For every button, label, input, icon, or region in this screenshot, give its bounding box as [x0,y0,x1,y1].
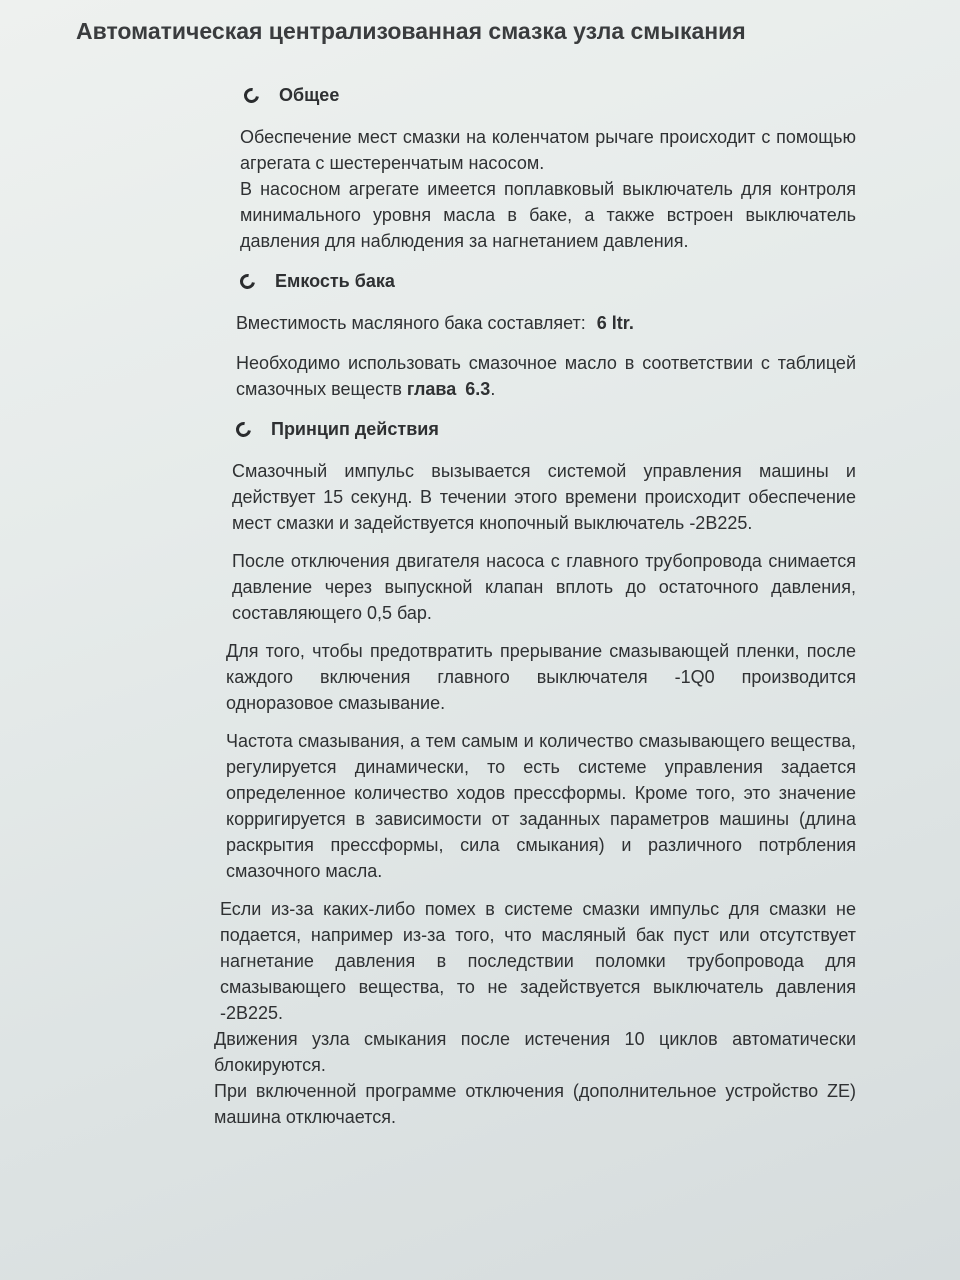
page-title: Автоматическая централизованная смазка узла смыкания [76,18,746,44]
paragraph: Обеспечение мест смазки на коленчатом рычаге происходит с помощью агрегата с шестеренчатым насосом. [240,127,856,173]
document-body [214,82,856,1130]
circle-bullet-icon [233,419,254,440]
circle-bullet-icon [241,85,262,106]
paragraph: После отключения двигателя насоса с главного трубопровода снимается давление через выпускной клапан вплоть до остаточного давления, составляющего 0,5 бар. [232,551,856,623]
paragraph: Смазочный импульс вызывается системой управления машины и действует 15 секунд. В течении этого времени происходит обеспечение мест смазки и задействуется кнопочный выключатель -2B225. [232,461,856,533]
chapter-ref-label: глава [406,379,457,399]
circle-bullet-icon [237,271,258,292]
capacity-value: 6 ltr. [596,313,634,333]
chapter-ref-value: 6.3 [465,379,491,399]
capacity-text: Вместимость масляного бака составляет: [236,313,586,333]
oil-paragraph [214,350,856,402]
chapter-ref-end: . [490,379,496,399]
section-heading-label: Принцип действия [271,418,439,439]
capacity-paragraph [214,310,856,336]
paragraph: Для того, чтобы предотвратить прерывание смазывающей пленки, после каждого включения главного выключателя -1Q0 производится одноразовое смазывание. [226,641,856,713]
section-heading-general [244,82,856,108]
paragraph: При включенной программе отключения (дополнительное устройство ZE) машина отключается. [214,1081,856,1127]
paragraph: В насосном агрегате имеется поплавковый выключатель для контроля минимального уровня масла в баке, а также встроен выключатель давления для наблюдения за нагнетанием давления. [240,179,856,251]
section-heading-principle [236,416,856,442]
section-heading-label: Общее [279,84,340,105]
section-heading-tank-capacity [240,268,856,294]
paragraph: Если из-за каких-либо помех в системе смазки импульс для смазки не подается, например из-за того, что масляный бак пуст или отсутствует нагнетание давления в последствии поломки трубопровода для смазывающего вещества, то не задействуется выключатель давления -2B225. [220,899,856,1023]
oil-text: Необходимо использовать смазочное масло в соответствии с таблицей смазочных веществ [236,353,856,399]
paragraph: Частота смазывания, а тем самым и количество смазывающего вещества, регулируется динамически, то есть системе управления задается определенное количество ходов прессформы. Кроме того, это значение корригируется в зависимости от заданных параметров машины (длина раскрытия прессформы, сила смыкания) и различного потрбления смазочного масла. [226,731,856,881]
paragraph: Движения узла смыкания после истечения 10 циклов автоматически блокируются. [214,1029,856,1075]
section-heading-label: Емкость бака [275,270,395,291]
